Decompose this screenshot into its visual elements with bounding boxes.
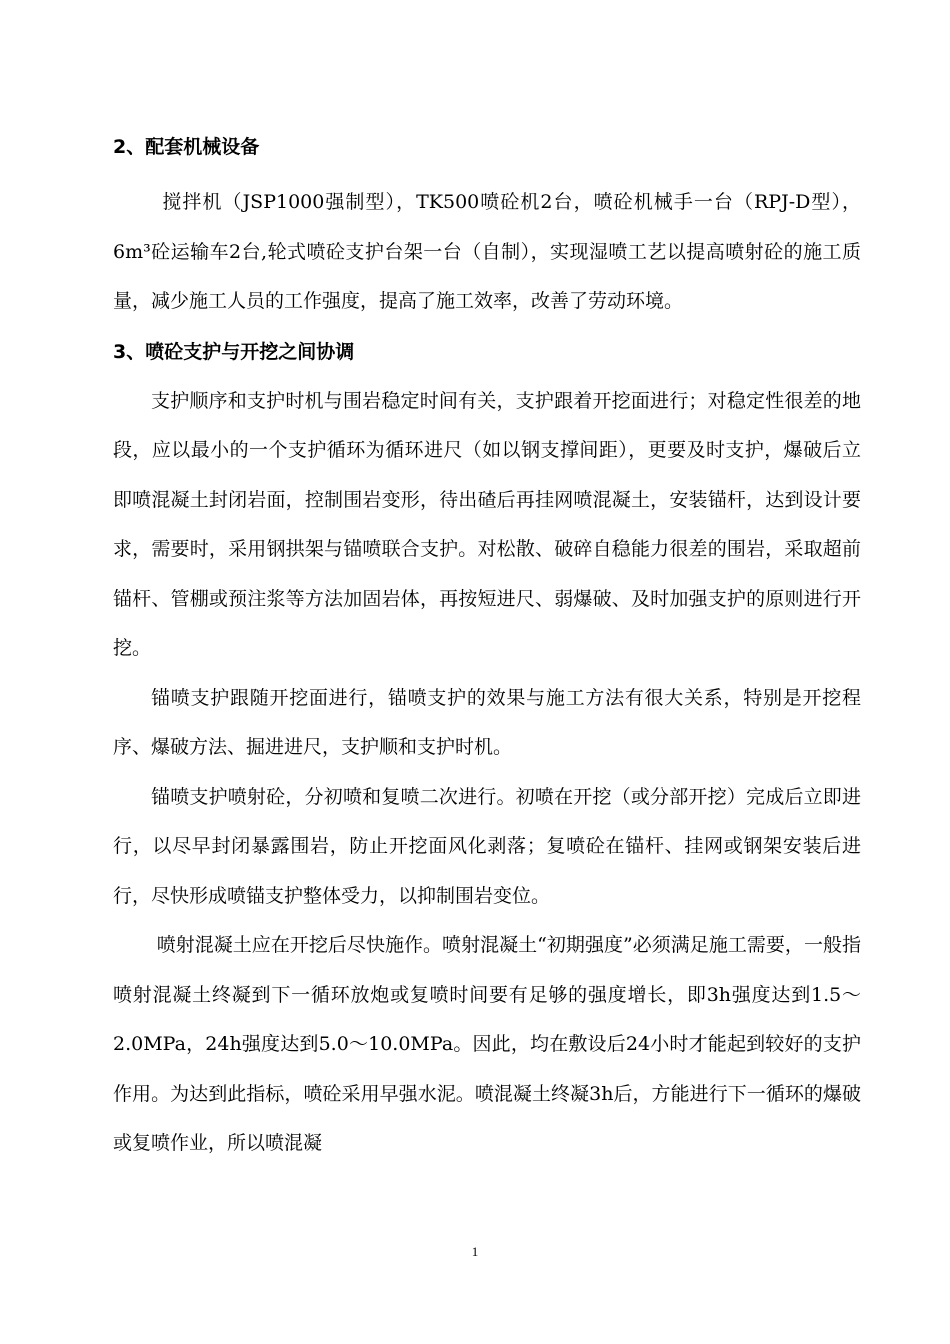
paragraph-equipment: 搅拌机（JSP1000强制型），TK500喷砼机2台，喷砼机械手一台（RPJ-D型），6m³砼运输车2台,轮式喷砼支护台架一台（自制），实现湿喷工艺以提高喷射砼的施工质量，减少施工人员的工作强度，提高了施工效率，改善了劳动环境。 xyxy=(113,191,861,312)
document-body xyxy=(113,128,861,1169)
paragraph-spray-stages: 锚喷支护喷射砼，分初喷和复喷二次进行。初喷在开挖（或分部开挖）完成后立即进行，以尽早封闭暴露围岩，防止开挖面风化剥落；复喷砼在锚杆、挂网或钢架安装后进行，尽快形成喷锚支护整体受力，以抑制围岩变位。 xyxy=(113,785,861,907)
page-number: 1 xyxy=(471,1244,479,1259)
paragraph-support-sequence: 支护顺序和支护时机与围岩稳定时间有关，支护跟着开挖面进行；对稳定性很差的地段，应以最小的一个支护循环为循环进尺（如以钢支撑间距），更要及时支护，爆破后立即喷混凝土封闭岩面，控制围岩变形，待出碴后再挂网喷混凝土，安装锚杆，达到设计要求，需要时，采用钢拱架与锚喷联合支护。对松散、破碎自稳能力很差的围岩，采取超前锚杆、管棚或预注浆等方法加固岩体，再按短进尺、弱爆破、及时加强支护的原则进行开挖。 xyxy=(113,389,861,659)
section-heading-equipment: 2、配套机械设备 xyxy=(113,136,260,158)
paragraph-anchor-support: 锚喷支护跟随开挖面进行，锚喷支护的效果与施工方法有很大关系，特别是开挖程序、爆破方法、掘进进尺，支护顺和支护时机。 xyxy=(113,686,861,758)
section-heading-coordination: 3、喷砼支护与开挖之间协调 xyxy=(113,340,355,363)
paragraph-early-strength: 喷射混凝土应在开挖后尽快施作。喷射混凝土“初期强度”必须满足施工需要，一般指喷射混凝土终凝到下一循环放炮或复喷时间要有足够的强度增长，即3h强度达到1.5～2.0MPa，24h强度达到5.0～10.0MPa。因此，均在敷设后24小时才能起到较好的支护作用。为达到此指标，喷砼采用早强水泥。喷混凝土终凝3h后，方能进行下一循环的爆破或复喷作业，所以喷混凝 xyxy=(113,934,861,1154)
